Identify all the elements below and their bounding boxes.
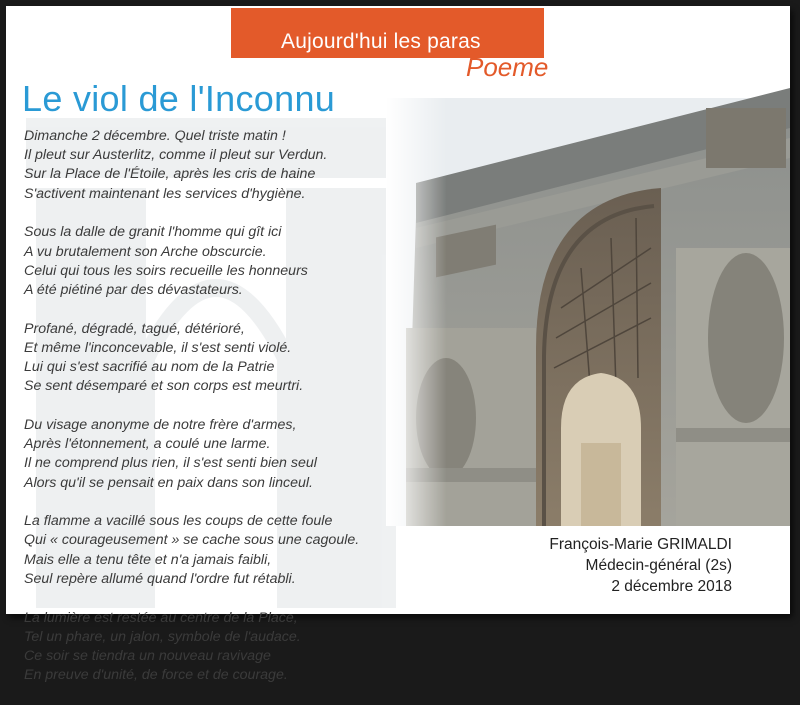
stanza-5 [24,512,384,589]
poem-line: La lumière est restée au centre de la Place, [24,609,298,626]
poem-line: A été piétiné par des dévastateurs. [24,281,243,298]
poem-body [24,127,384,705]
poem-line: En preuve d'unité, de force et de courage. [24,667,288,684]
poem-line: A vu brutalement son Arche obscurcie. [24,243,267,260]
poem-line: Sous la dalle de granit l'homme qui gît ici [24,224,282,241]
stanza-6 [24,609,384,686]
poem-line: Alors qu'il se pensait en paix dans son linceul. [24,474,313,491]
signature-block [549,534,732,597]
poem-line: Il pleut sur Austerlitz, comme il pleut sur Verdun. [24,147,328,164]
stanza-1 [24,127,384,204]
poem-line: Il ne comprend plus rien, il s'est senti bien seul [24,455,317,472]
poem-line: Seul repère allumé quand l'ordre fut rétabli. [24,570,296,587]
stanza-3 [24,320,384,397]
signature-date: 2 décembre 2018 [611,578,732,595]
poem-line: Profané, dégradé, tagué, détérioré, [24,320,245,337]
poem-line: Du visage anonyme de notre frère d'armes, [24,416,297,433]
page-frame [6,6,790,684]
author-rank: Médecin-général (2s) [585,557,732,574]
stanza-2 [24,223,384,300]
poem-line: S'activent maintenant les services d'hygiène. [24,185,306,202]
poem-line: Tel un phare, un jalon, symbole de l'audace. [24,628,301,645]
poem-line: Sur la Place de l'Étoile, après les cris de haine [24,166,316,183]
poem-line: Dimanche 2 décembre. Quel triste matin ! [24,128,286,144]
poem-title: Le viol de l'Inconnu [22,78,336,119]
poem-line: Qui « courageusement » se cache sous une cagoule. [24,532,360,549]
banner-title: Aujourd'hui les paras [281,30,481,53]
poem-line: Ce soir se tiendra un nouveau ravivage [24,647,271,664]
poem-line: Après l'étonnement, a coulé une larme. [24,436,271,453]
stanza-4 [24,416,384,493]
poem-line: La flamme a vacillé sous les coups de cette foule [24,513,333,530]
poem-line: Se sent désemparé et son corps est meurtri. [24,378,304,395]
category-label: Poeme [466,52,549,82]
poem-line: Et même l'inconcevable, il s'est senti violé. [24,339,292,356]
author-name: François-Marie GRIMALDI [549,536,732,553]
arc-de-triomphe-photo [386,98,790,526]
poem-line: Celui qui tous les soirs recueille les honneurs [24,262,308,279]
header-banner [231,8,544,58]
poem-line: Mais elle a tenu tête et n'a jamais faibli, [24,551,272,568]
poem-line: Lui qui s'est sacrifié au nom de la Patrie [24,359,275,376]
